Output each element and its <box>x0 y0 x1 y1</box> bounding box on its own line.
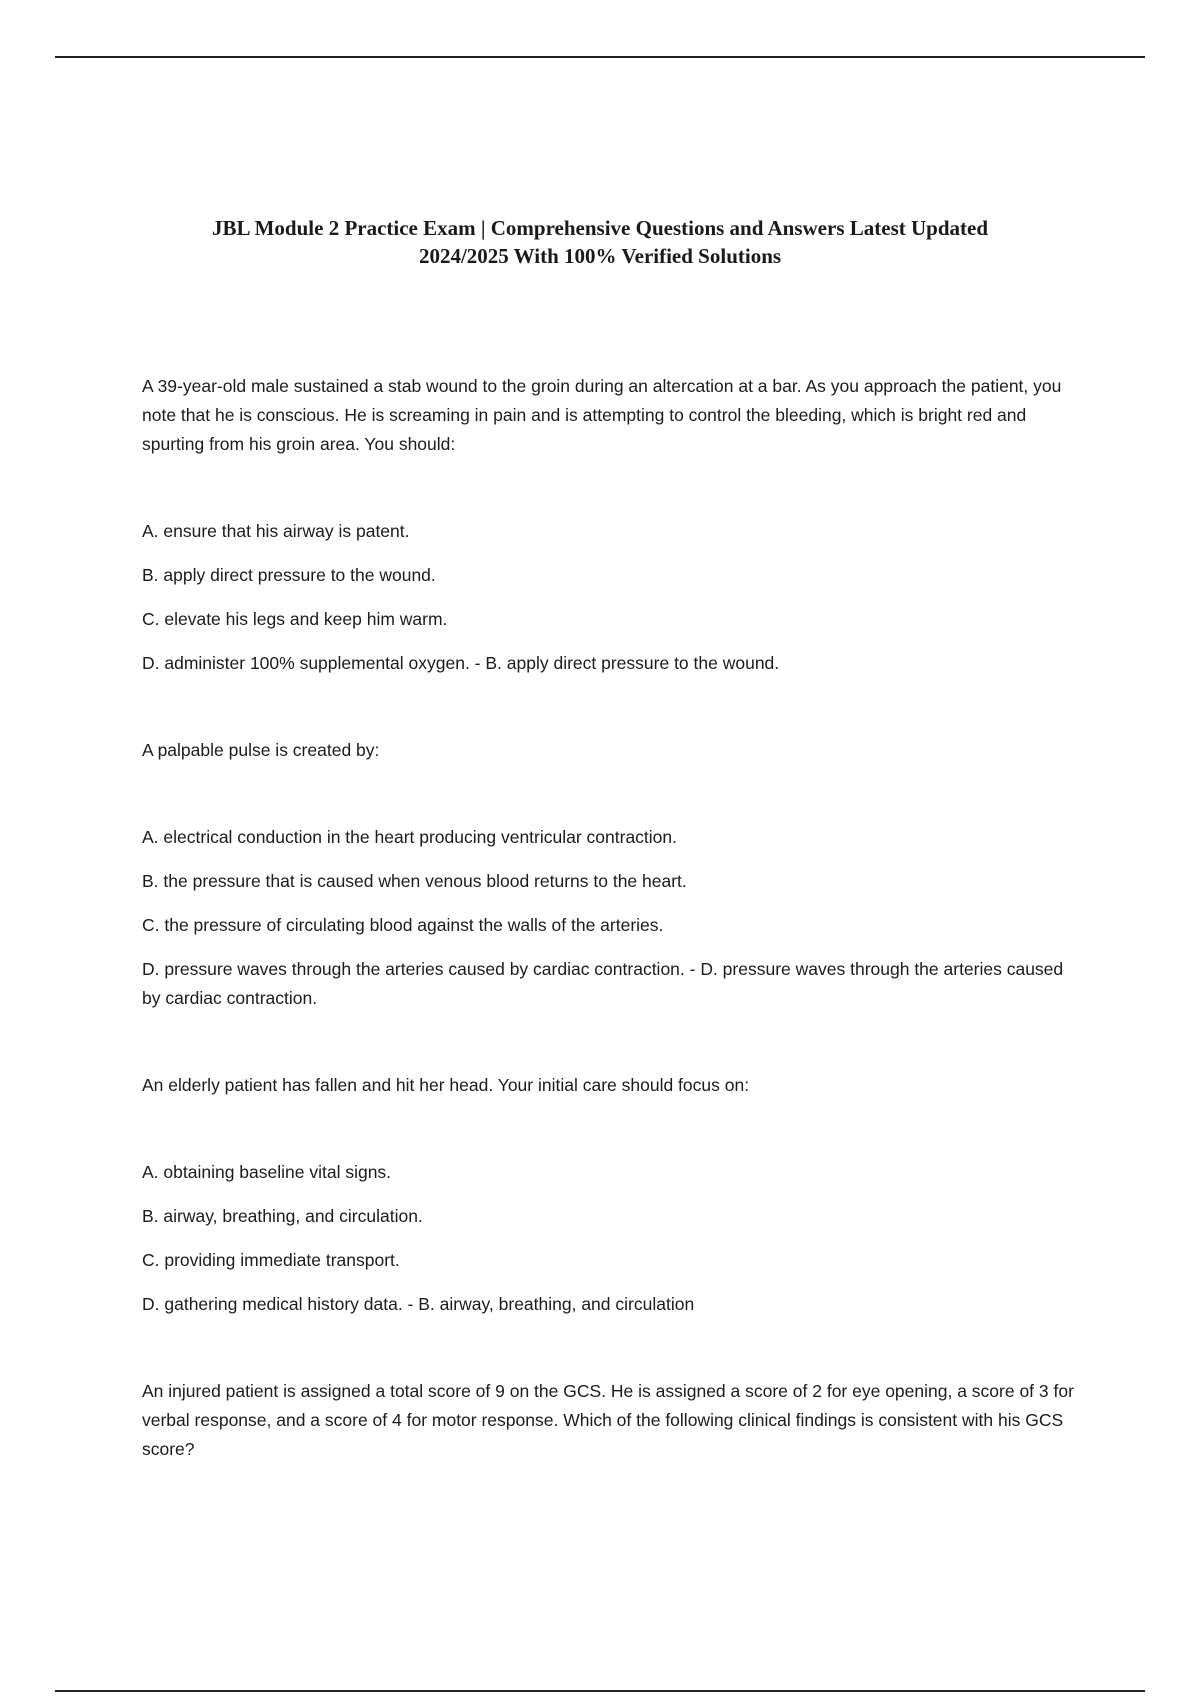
document-title <box>100 214 1100 270</box>
option-b: B. airway, breathing, and circulation. <box>142 1206 423 1226</box>
title-line-1: JBL Module 2 Practice Exam | Comprehensive Questions and Answers Latest Updated <box>212 216 988 240</box>
title-line-2: 2024/2025 With 100% Verified Solutions <box>418 244 782 268</box>
option-d-with-answer: D. administer 100% supplemental oxygen. - B. apply direct pressure to the wound. <box>142 653 780 673</box>
option-c: C. the pressure of circulating blood against the walls of the arteries. <box>142 915 664 935</box>
option-c: C. providing immediate transport. <box>142 1250 400 1270</box>
question-stem: An elderly patient has fallen and hit her head. Your initial care should focus on: <box>142 1075 750 1095</box>
option-b: B. the pressure that is caused when venous blood returns to the heart. <box>142 871 687 891</box>
question-list <box>142 372 1082 1522</box>
option-d-with-answer: D. pressure waves through the arteries caused by cardiac contraction. - D. pressure waves through the arteries caused by cardiac contraction. <box>142 959 1064 1008</box>
option-d-with-answer: D. gathering medical history data. - B. airway, breathing, and circulation <box>142 1294 695 1314</box>
top-rule <box>55 56 1145 58</box>
option-a: A. obtaining baseline vital signs. <box>142 1162 392 1182</box>
question-2 <box>142 736 1082 1013</box>
option-a: A. electrical conduction in the heart producing ventricular contraction. <box>142 827 678 847</box>
question-stem: A palpable pulse is created by: <box>142 740 380 760</box>
question-4 <box>142 1377 1082 1464</box>
bottom-rule <box>55 1690 1145 1692</box>
question-3 <box>142 1071 1082 1319</box>
option-b: B. apply direct pressure to the wound. <box>142 565 436 585</box>
question-stem: An injured patient is assigned a total score of 9 on the GCS. He is assigned a score of 2 for eye opening, a score of 3 for verbal response, and a score of 4 for motor response. Which of the following clinical findings is consistent with his GCS score? <box>142 1381 1074 1459</box>
question-1 <box>142 372 1082 678</box>
question-stem: A 39-year-old male sustained a stab wound to the groin during an altercation at a bar. As you approach the patient, you note that he is conscious. He is screaming in pain and is attempting to control the bleeding, which is bright red and spurting from his groin area. You should: <box>142 376 1062 454</box>
option-a: A. ensure that his airway is patent. <box>142 521 410 541</box>
option-c: C. elevate his legs and keep him warm. <box>142 609 448 629</box>
